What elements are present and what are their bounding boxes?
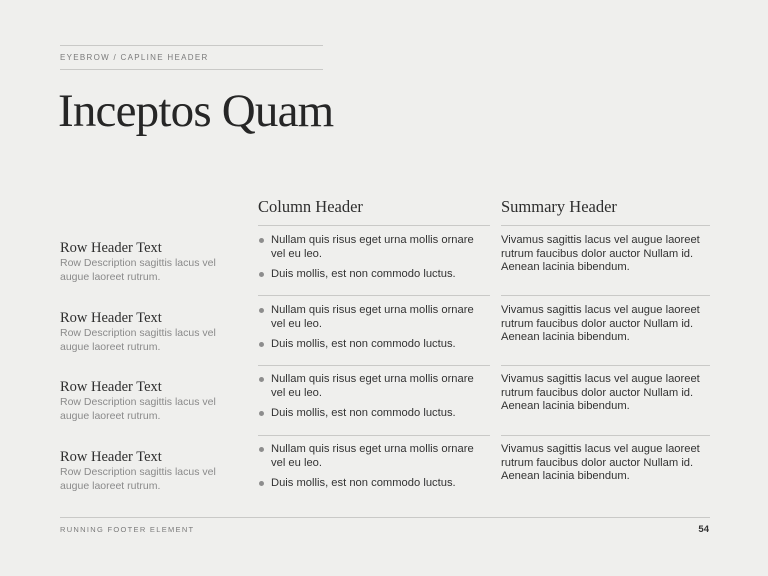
column-header: Column Header: [258, 197, 363, 216]
bullet-text: Nullam quis risus eget urna mollis ornare vel eu leo.: [271, 234, 474, 260]
row-header: Row Header Text: [60, 240, 162, 256]
eyebrow-header: EYEBROW / CAPLINE HEADER: [60, 53, 209, 62]
bullet-dot-icon: [259, 411, 264, 416]
bullet-dot-icon: [259, 272, 264, 277]
row-bullet-list: [258, 234, 483, 282]
row-bullet-list: [258, 443, 483, 491]
row-bullet-list: [258, 304, 483, 352]
running-footer: RUNNING FOOTER ELEMENT: [60, 525, 195, 534]
row-header: Row Header Text: [60, 310, 162, 326]
eyebrow-bottom-rule: [60, 69, 323, 70]
bullet-text: Duis mollis, est non commodo luctus.: [271, 268, 456, 280]
row-divider: [258, 295, 490, 296]
bullet-item: [258, 304, 483, 331]
footer-rule: [60, 517, 710, 518]
page-number: 54: [698, 524, 709, 535]
row-divider: [501, 365, 710, 366]
bullet-dot-icon: [259, 308, 264, 313]
bullet-item: [258, 234, 483, 261]
row-divider: [501, 435, 710, 436]
row-summary: Vivamus sagittis lacus vel augue laoreet rutrum faucibus dolor auctor Nullam id. Aenean lacinia bibendum.: [501, 234, 700, 273]
summary-header-rule: [501, 225, 710, 226]
bullet-text: Nullam quis risus eget urna mollis ornare vel eu leo.: [271, 443, 474, 469]
row-bullet-list: [258, 373, 483, 421]
row-summary: Vivamus sagittis lacus vel augue laoreet rutrum faucibus dolor auctor Nullam id. Aenean lacinia bibendum.: [501, 443, 700, 482]
bullet-dot-icon: [259, 342, 264, 347]
bullet-item: [258, 443, 483, 470]
bullet-dot-icon: [259, 447, 264, 452]
row-divider: [258, 365, 490, 366]
page-title: Inceptos Quam: [58, 85, 334, 137]
row-header: Row Header Text: [60, 449, 162, 465]
bullet-item: [258, 477, 483, 491]
bullet-dot-icon: [259, 377, 264, 382]
bullet-text: Nullam quis risus eget urna mollis ornare vel eu leo.: [271, 373, 474, 399]
bullet-dot-icon: [259, 481, 264, 486]
eyebrow-top-rule: [60, 45, 323, 46]
bullet-item: [258, 407, 483, 421]
row-divider: [258, 435, 490, 436]
row-summary: Vivamus sagittis lacus vel augue laoreet rutrum faucibus dolor auctor Nullam id. Aenean lacinia bibendum.: [501, 373, 700, 412]
bullet-item: [258, 373, 483, 400]
row-description: Row Description sagittis lacus vel augue laoreet rutrum.: [60, 396, 216, 422]
bullet-text: Duis mollis, est non commodo luctus.: [271, 407, 456, 419]
row-description: Row Description sagittis lacus vel augue laoreet rutrum.: [60, 466, 216, 492]
row-header: Row Header Text: [60, 379, 162, 395]
summary-header: Summary Header: [501, 197, 617, 216]
bullet-dot-icon: [259, 238, 264, 243]
row-divider: [501, 295, 710, 296]
bullet-text: Duis mollis, est non commodo luctus.: [271, 477, 456, 489]
bullet-item: [258, 268, 483, 282]
row-description: Row Description sagittis lacus vel augue laoreet rutrum.: [60, 257, 216, 283]
bullet-text: Duis mollis, est non commodo luctus.: [271, 338, 456, 350]
row-summary: Vivamus sagittis lacus vel augue laoreet rutrum faucibus dolor auctor Nullam id. Aenean lacinia bibendum.: [501, 304, 700, 343]
row-description: Row Description sagittis lacus vel augue laoreet rutrum.: [60, 327, 216, 353]
column-header-rule: [258, 225, 490, 226]
bullet-item: [258, 338, 483, 352]
bullet-text: Nullam quis risus eget urna mollis ornare vel eu leo.: [271, 304, 474, 330]
